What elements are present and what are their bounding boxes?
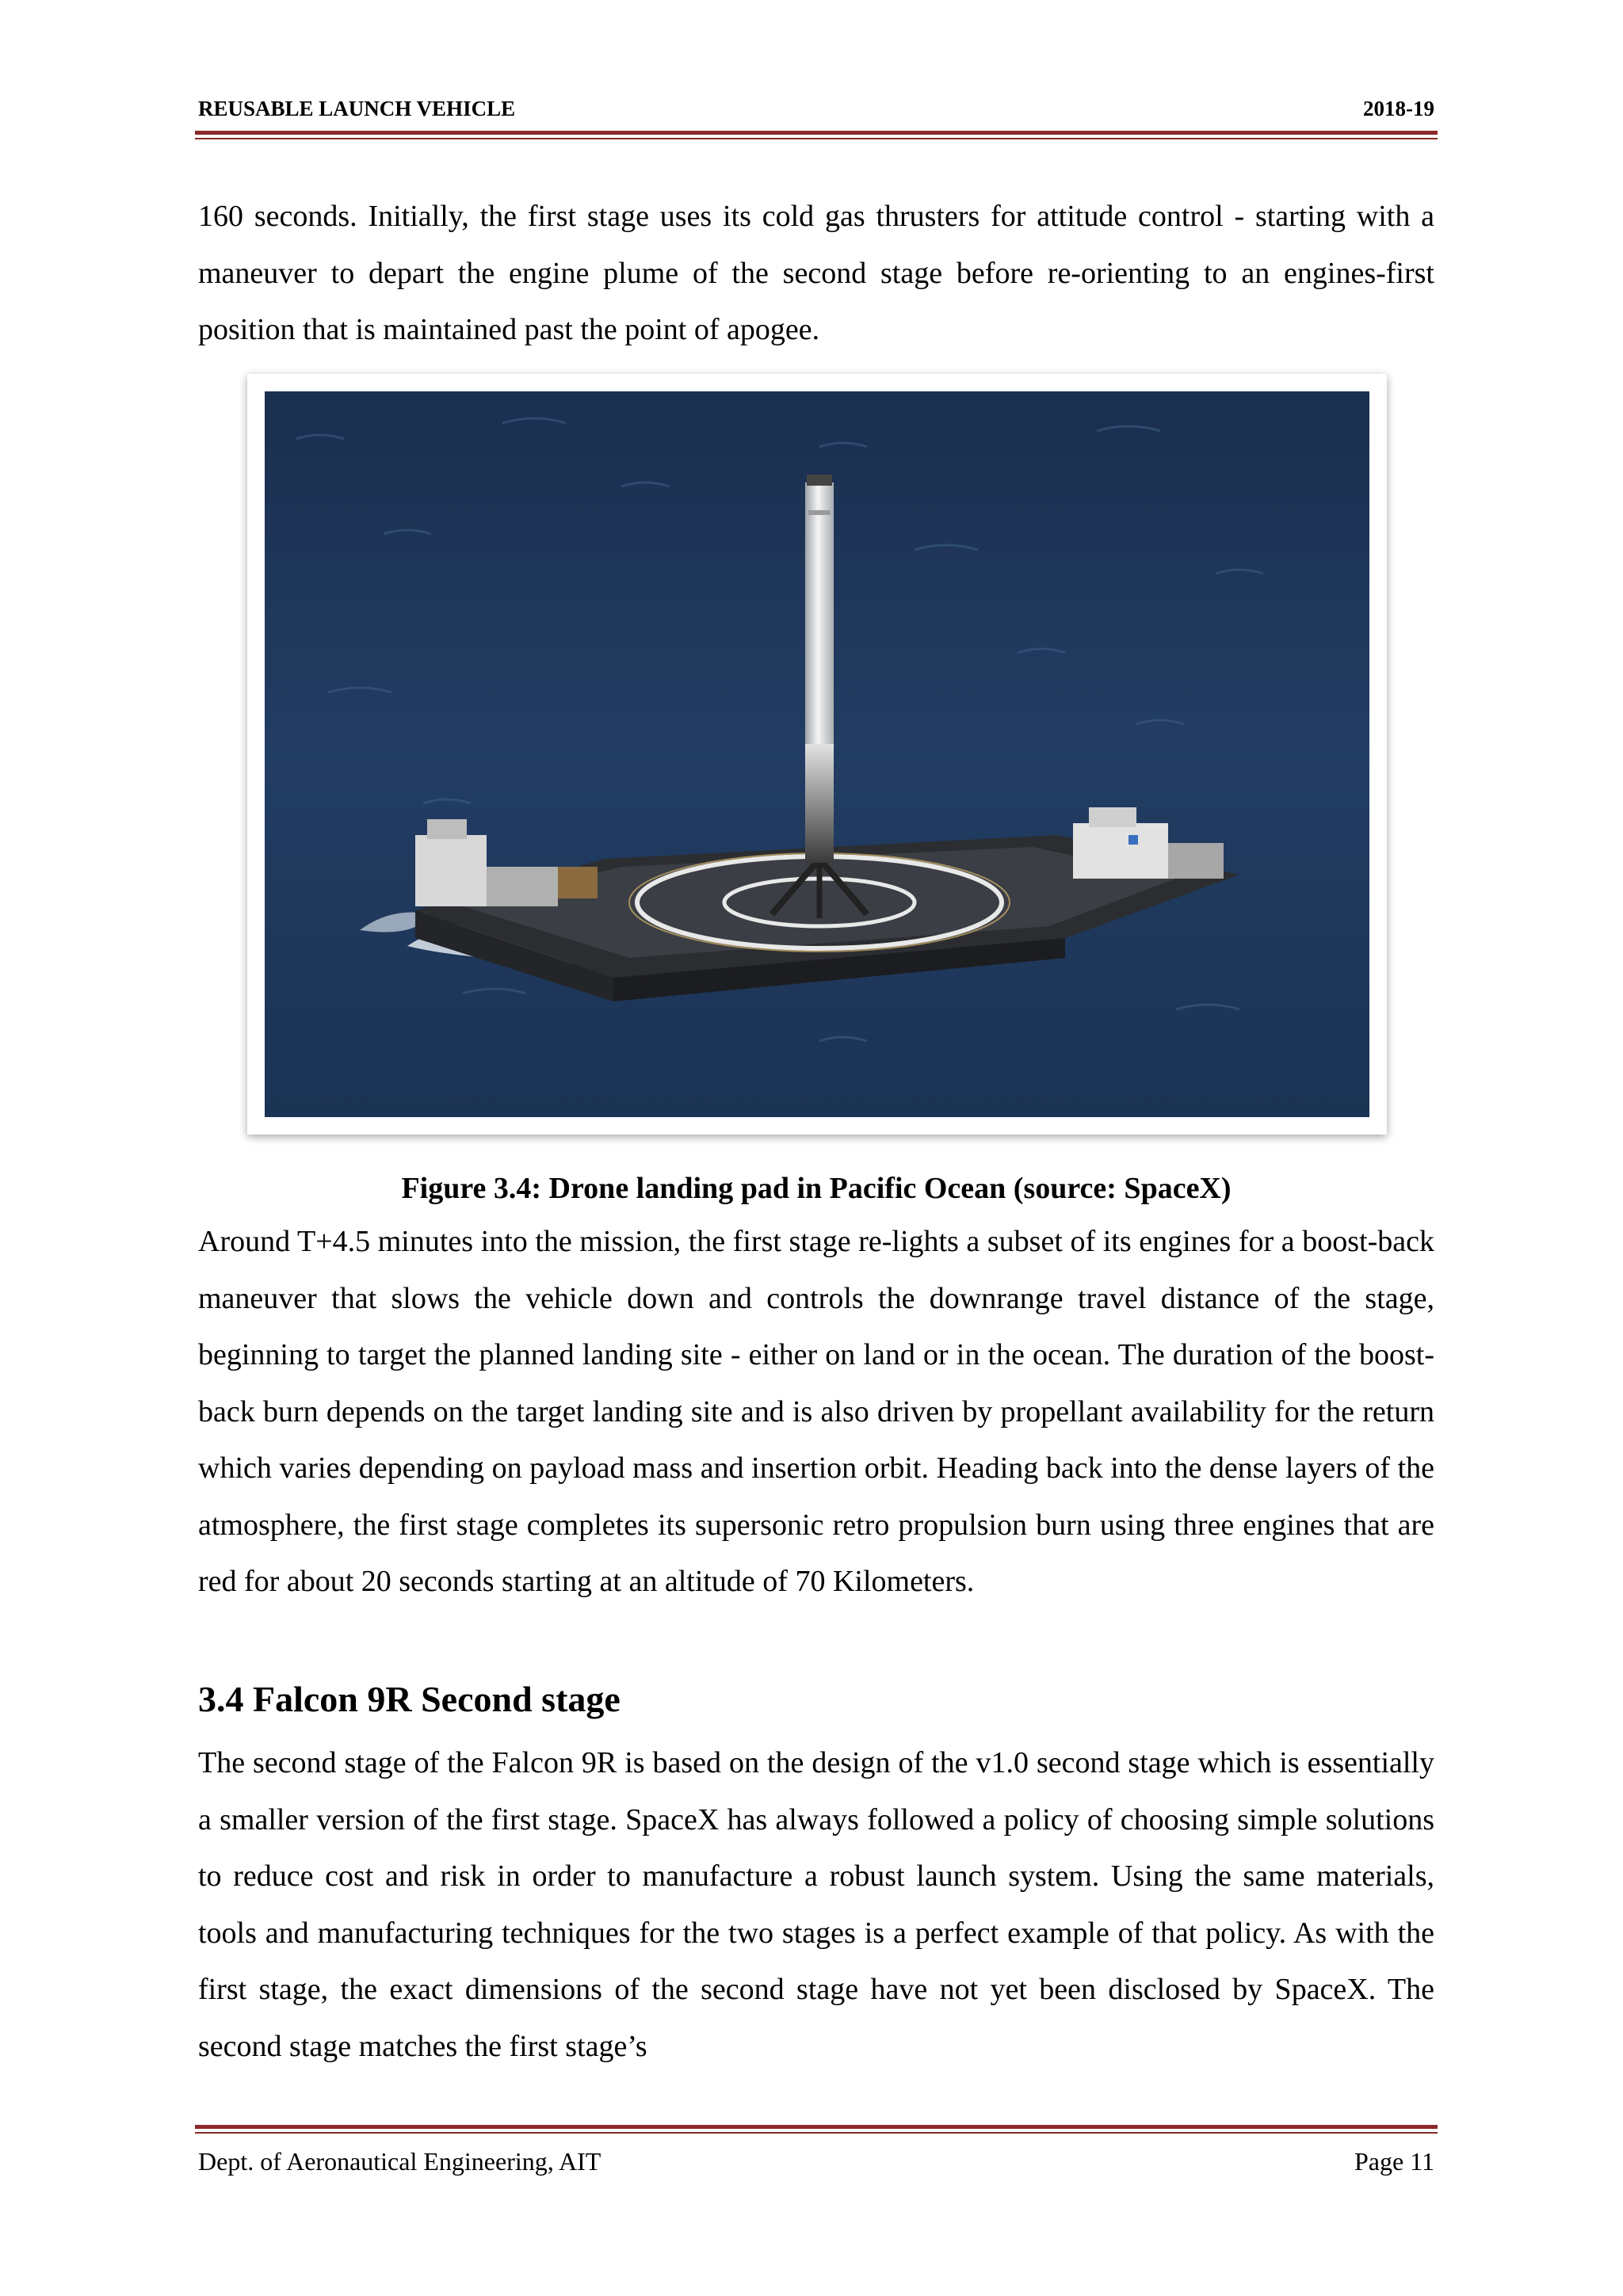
header-year: 2018-19 [1363,97,1434,120]
paragraph-1: 160 seconds. Initially, the first stage uses its cold gas thrusters for attitude control - starting with a maneuver to depart the engine plume of the second stage before re-orienting to an engines-first position that is maintained past the point of apogee. [198,200,1434,346]
drone-ship-photo [265,391,1369,1117]
header-rule-thin [195,138,1438,139]
section-heading: 3.4 Falcon 9R Second stage [198,1679,621,1719]
header-title: REUSABLE LAUNCH VEHICLE [198,97,516,120]
footer-rule-thin [195,2132,1438,2134]
figure-frame [247,374,1387,1135]
page-header [198,97,1434,121]
paragraph-3: The second stage of the Falcon 9R is based on the design of the v1.0 second stage which is essentially a smaller version of the first stage. SpaceX has always followed a policy of choosing simple solutions to reduce cost and risk in order to manufacture a robust launch system. Using the same materials, tools and manufacturing techniques for the two stages is a perfect example of that policy. As with the first stage, the exact dimensions of the second stage have not yet been disclosed by SpaceX. The second stage matches the first stage’s [198,1746,1434,2063]
page-footer [198,2147,1434,2176]
footer-rule-thick [195,2125,1438,2129]
paragraph-2: Around T+4.5 minutes into the mission, the first stage re-lights a subset of its engines for a boost-back maneuver that slows the vehicle down and controls the downrange travel distance of the stage, beginning to target the planned landing site - either on land or in the ocean. The duration of the boost-back burn depends on the target landing site and is also driven by propellant availability for the return which varies depending on payload mass and insertion orbit. Heading back into the dense layers of the atmosphere, the first stage completes its supersonic retro propulsion burn using three engines that are red for about 20 seconds starting at an altitude of 70 Kilometers. [198,1225,1434,1598]
footer-page-number: Page 11 [1354,2147,1434,2176]
footer-department: Dept. of Aeronautical Engineering, AIT [198,2147,601,2176]
header-rule-thick [195,131,1438,135]
figure-caption: Figure 3.4: Drone landing pad in Pacific Ocean (source: SpaceX) [401,1172,1232,1205]
